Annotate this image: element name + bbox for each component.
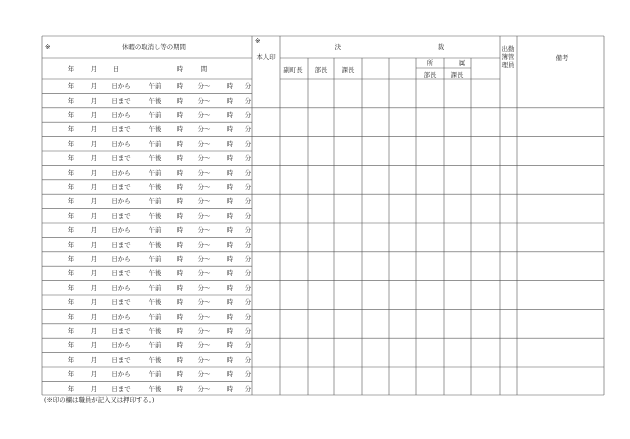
entry-hour-from: 時: [176, 197, 184, 206]
entry-hour-until: 時: [226, 355, 234, 364]
entry-from-from: 日から: [111, 110, 131, 119]
entry-min-from: 分: [244, 341, 252, 350]
entry-min-from: 分: [244, 312, 252, 321]
entry-min-until: 分: [244, 240, 252, 249]
entry-month-from: 月: [90, 168, 98, 177]
entry-pm-until: 午後: [148, 240, 162, 249]
entry-pm-until: 午後: [148, 326, 162, 335]
entry-hour-from: 時: [176, 225, 184, 234]
entry-min-until: 分: [244, 211, 252, 220]
entry-year-from: 年: [67, 168, 75, 177]
entry-hour-from: 時: [226, 139, 234, 148]
entry-year-from: 年: [67, 254, 75, 263]
entry-hour-until: 時: [176, 153, 184, 162]
entry-until-until: 日まで: [111, 211, 131, 220]
entry-until-until: 日まで: [111, 384, 131, 393]
entry-min_to-from: 分～: [197, 139, 211, 148]
approval-left: 決: [334, 42, 342, 51]
entry-pm-until: 午後: [148, 384, 162, 393]
entry-min_to-until: 分～: [197, 326, 211, 335]
entry-am-from: 午前: [148, 139, 162, 148]
entry-until-until: 日まで: [111, 269, 131, 278]
entry-am-from: 午前: [148, 312, 162, 321]
entry-hour-until: 時: [176, 326, 184, 335]
entry-min-from: 分: [244, 110, 252, 119]
entry-month-from: 月: [90, 225, 98, 234]
entry-hour-until: 時: [226, 326, 234, 335]
attendance-label-1: 出勤: [501, 44, 515, 53]
entry-month-until: 月: [90, 125, 98, 134]
day-col-label: 日: [112, 64, 120, 73]
entry-hour-until: 時: [176, 96, 184, 105]
entry-hour-until: 時: [226, 211, 234, 220]
entry-hour-from: 時: [226, 197, 234, 206]
entry-min-from: 分: [244, 81, 252, 90]
entry-hour-from: 時: [176, 139, 184, 148]
entry-year-until: 年: [67, 384, 75, 393]
entry-min_to-until: 分～: [197, 211, 211, 220]
entry-am-from: 午前: [148, 254, 162, 263]
entry-year-from: 年: [67, 197, 75, 206]
entry-hour-until: 時: [226, 96, 234, 105]
entry-hour-until: 時: [176, 355, 184, 364]
period-mark: ※: [45, 42, 51, 51]
dept-head-label: 部長: [314, 65, 328, 74]
entry-min-until: 分: [244, 182, 252, 191]
entry-month-until: 月: [90, 297, 98, 306]
entry-hour-until: 時: [226, 384, 234, 393]
entry-min_to-from: 分～: [197, 81, 211, 90]
entry-hour-from: 時: [226, 168, 234, 177]
entry-hour-until: 時: [226, 269, 234, 278]
deputy-mayor-label: 副町長: [283, 65, 303, 74]
entry-month-from: 月: [90, 312, 98, 321]
entry-min_to-until: 分～: [197, 125, 211, 134]
entry-min-from: 分: [244, 197, 252, 206]
entry-year-from: 年: [67, 139, 75, 148]
entry-min_to-from: 分～: [197, 110, 211, 119]
entry-from-from: 日から: [111, 283, 131, 292]
entry-am-from: 午前: [148, 110, 162, 119]
aff-section-head-label: 課長: [450, 70, 464, 79]
entry-year-until: 年: [67, 355, 75, 364]
entry-min_to-from: 分～: [197, 341, 211, 350]
entry-until-until: 日まで: [111, 355, 131, 364]
entry-min_to-until: 分～: [197, 153, 211, 162]
entry-month-from: 月: [90, 197, 98, 206]
entry-from-from: 日から: [111, 81, 131, 90]
entry-year-until: 年: [67, 153, 75, 162]
entry-month-from: 月: [90, 110, 98, 119]
entry-min-until: 分: [244, 326, 252, 335]
entry-am-from: 午前: [148, 369, 162, 378]
entry-pm-until: 午後: [148, 125, 162, 134]
entry-am-from: 午前: [148, 168, 162, 177]
self-seal-mark: ※: [255, 36, 261, 45]
entry-hour-until: 時: [176, 269, 184, 278]
entry-min-from: 分: [244, 168, 252, 177]
entry-from-from: 日から: [111, 225, 131, 234]
aff-dept-head-label: 部長: [423, 70, 437, 79]
entry-min_to-until: 分～: [197, 182, 211, 191]
entry-month-until: 月: [90, 211, 98, 220]
entry-min_to-until: 分～: [197, 384, 211, 393]
entry-month-from: 月: [90, 254, 98, 263]
period-title: 休暇の取消し等の期間: [122, 42, 186, 51]
entry-min-from: 分: [244, 225, 252, 234]
approval-right: 裁: [437, 42, 445, 51]
entry-min_to-from: 分～: [197, 369, 211, 378]
entry-hour-from: 時: [226, 254, 234, 263]
entry-year-until: 年: [67, 297, 75, 306]
attendance-label-2: 簿管: [501, 52, 515, 61]
entry-until-until: 日まで: [111, 182, 131, 191]
entry-year-from: 年: [67, 283, 75, 292]
entry-hour-until: 時: [176, 125, 184, 134]
entry-pm-until: 午後: [148, 153, 162, 162]
entry-min_to-from: 分～: [197, 197, 211, 206]
entry-min_to-from: 分～: [197, 254, 211, 263]
entry-until-until: 日まで: [111, 96, 131, 105]
remarks-label: 備考: [555, 53, 569, 62]
entry-am-from: 午前: [148, 197, 162, 206]
affiliation-label-2: 属: [458, 58, 466, 67]
entry-year-from: 年: [67, 369, 75, 378]
entry-hour-from: 時: [226, 312, 234, 321]
entry-min-from: 分: [244, 283, 252, 292]
entry-am-from: 午前: [148, 81, 162, 90]
entry-hour-until: 時: [176, 240, 184, 249]
entry-hour-until: 時: [176, 182, 184, 191]
entry-month-from: 月: [90, 81, 98, 90]
attendance-label-3: 理員: [501, 60, 515, 69]
entry-hour-from: 時: [176, 312, 184, 321]
entry-until-until: 日まで: [111, 153, 131, 162]
entry-year-from: 年: [67, 225, 75, 234]
entry-year-until: 年: [67, 182, 75, 191]
entry-min_to-until: 分～: [197, 96, 211, 105]
entry-until-until: 日まで: [111, 240, 131, 249]
section-head-label: 課長: [341, 65, 355, 74]
entry-hour-from: 時: [176, 168, 184, 177]
entry-min_to-from: 分～: [197, 312, 211, 321]
entry-from-from: 日から: [111, 369, 131, 378]
entry-month-until: 月: [90, 355, 98, 364]
time-col-label-2: 間: [200, 64, 208, 73]
entry-am-from: 午前: [148, 283, 162, 292]
entry-pm-until: 午後: [148, 211, 162, 220]
entry-min_to-until: 分～: [197, 240, 211, 249]
entry-year-until: 年: [67, 269, 75, 278]
entry-month-until: 月: [90, 269, 98, 278]
entry-month-until: 月: [90, 153, 98, 162]
entry-min_to-until: 分～: [197, 269, 211, 278]
entry-min_to-from: 分～: [197, 168, 211, 177]
entry-month-from: 月: [90, 341, 98, 350]
entry-month-from: 月: [90, 283, 98, 292]
entry-min_to-from: 分～: [197, 225, 211, 234]
entry-year-until: 年: [67, 125, 75, 134]
entry-until-until: 日まで: [111, 326, 131, 335]
entry-from-from: 日から: [111, 197, 131, 206]
entry-hour-from: 時: [226, 341, 234, 350]
entry-hour-from: 時: [176, 369, 184, 378]
entry-month-until: 月: [90, 326, 98, 335]
entry-min-until: 分: [244, 125, 252, 134]
entry-year-until: 年: [67, 211, 75, 220]
entry-month-until: 月: [90, 240, 98, 249]
entry-hour-until: 時: [176, 297, 184, 306]
entry-min_to-from: 分～: [197, 283, 211, 292]
entry-hour-until: 時: [176, 211, 184, 220]
entry-hour-from: 時: [226, 81, 234, 90]
entry-from-from: 日から: [111, 341, 131, 350]
entry-pm-until: 午後: [148, 96, 162, 105]
entry-min-until: 分: [244, 96, 252, 105]
entry-year-from: 年: [67, 312, 75, 321]
entry-from-from: 日から: [111, 168, 131, 177]
entry-min-until: 分: [244, 384, 252, 393]
year-col-label: 年: [67, 64, 75, 73]
entry-month-until: 月: [90, 96, 98, 105]
entry-hour-from: 時: [226, 369, 234, 378]
entry-pm-until: 午後: [148, 355, 162, 364]
entry-month-from: 月: [90, 139, 98, 148]
entry-year-from: 年: [67, 110, 75, 119]
entry-min_to-until: 分～: [197, 355, 211, 364]
entry-min-from: 分: [244, 369, 252, 378]
entry-until-until: 日まで: [111, 125, 131, 134]
entry-year-until: 年: [67, 326, 75, 335]
entry-month-until: 月: [90, 182, 98, 191]
entry-hour-from: 時: [176, 254, 184, 263]
entry-hour-from: 時: [226, 225, 234, 234]
entry-year-until: 年: [67, 240, 75, 249]
entry-hour-from: 時: [226, 283, 234, 292]
entry-hour-from: 時: [176, 81, 184, 90]
entry-hour-from: 時: [176, 341, 184, 350]
entry-hour-from: 時: [226, 110, 234, 119]
entry-min-until: 分: [244, 153, 252, 162]
entry-min-until: 分: [244, 297, 252, 306]
entry-from-from: 日から: [111, 254, 131, 263]
entry-hour-from: 時: [176, 283, 184, 292]
entry-min-until: 分: [244, 269, 252, 278]
entry-pm-until: 午後: [148, 297, 162, 306]
entry-min-until: 分: [244, 355, 252, 364]
entry-year-from: 年: [67, 81, 75, 90]
self-seal-label: 本人印: [256, 52, 276, 61]
entry-month-until: 月: [90, 384, 98, 393]
entry-hour-from: 時: [176, 110, 184, 119]
entry-pm-until: 午後: [148, 182, 162, 191]
entry-hour-until: 時: [226, 240, 234, 249]
footnote: (※印の欄は職員が記入又は押印する。): [44, 395, 155, 404]
entry-hour-until: 時: [176, 384, 184, 393]
entry-hour-until: 時: [226, 125, 234, 134]
entry-min_to-until: 分～: [197, 297, 211, 306]
entry-hour-until: 時: [226, 297, 234, 306]
entry-am-from: 午前: [148, 341, 162, 350]
entry-hour-until: 時: [226, 182, 234, 191]
time-col-label-1: 時: [176, 64, 184, 73]
entry-until-until: 日まで: [111, 297, 131, 306]
entry-month-from: 月: [90, 369, 98, 378]
entry-min-from: 分: [244, 254, 252, 263]
month-col-label: 月: [90, 64, 98, 73]
entry-pm-until: 午後: [148, 269, 162, 278]
entry-year-until: 年: [67, 96, 75, 105]
entry-from-from: 日から: [111, 139, 131, 148]
affiliation-label-1: 所: [426, 58, 434, 67]
entry-year-from: 年: [67, 341, 75, 350]
entry-am-from: 午前: [148, 225, 162, 234]
entry-min-from: 分: [244, 139, 252, 148]
entry-hour-until: 時: [226, 153, 234, 162]
entry-from-from: 日から: [111, 312, 131, 321]
